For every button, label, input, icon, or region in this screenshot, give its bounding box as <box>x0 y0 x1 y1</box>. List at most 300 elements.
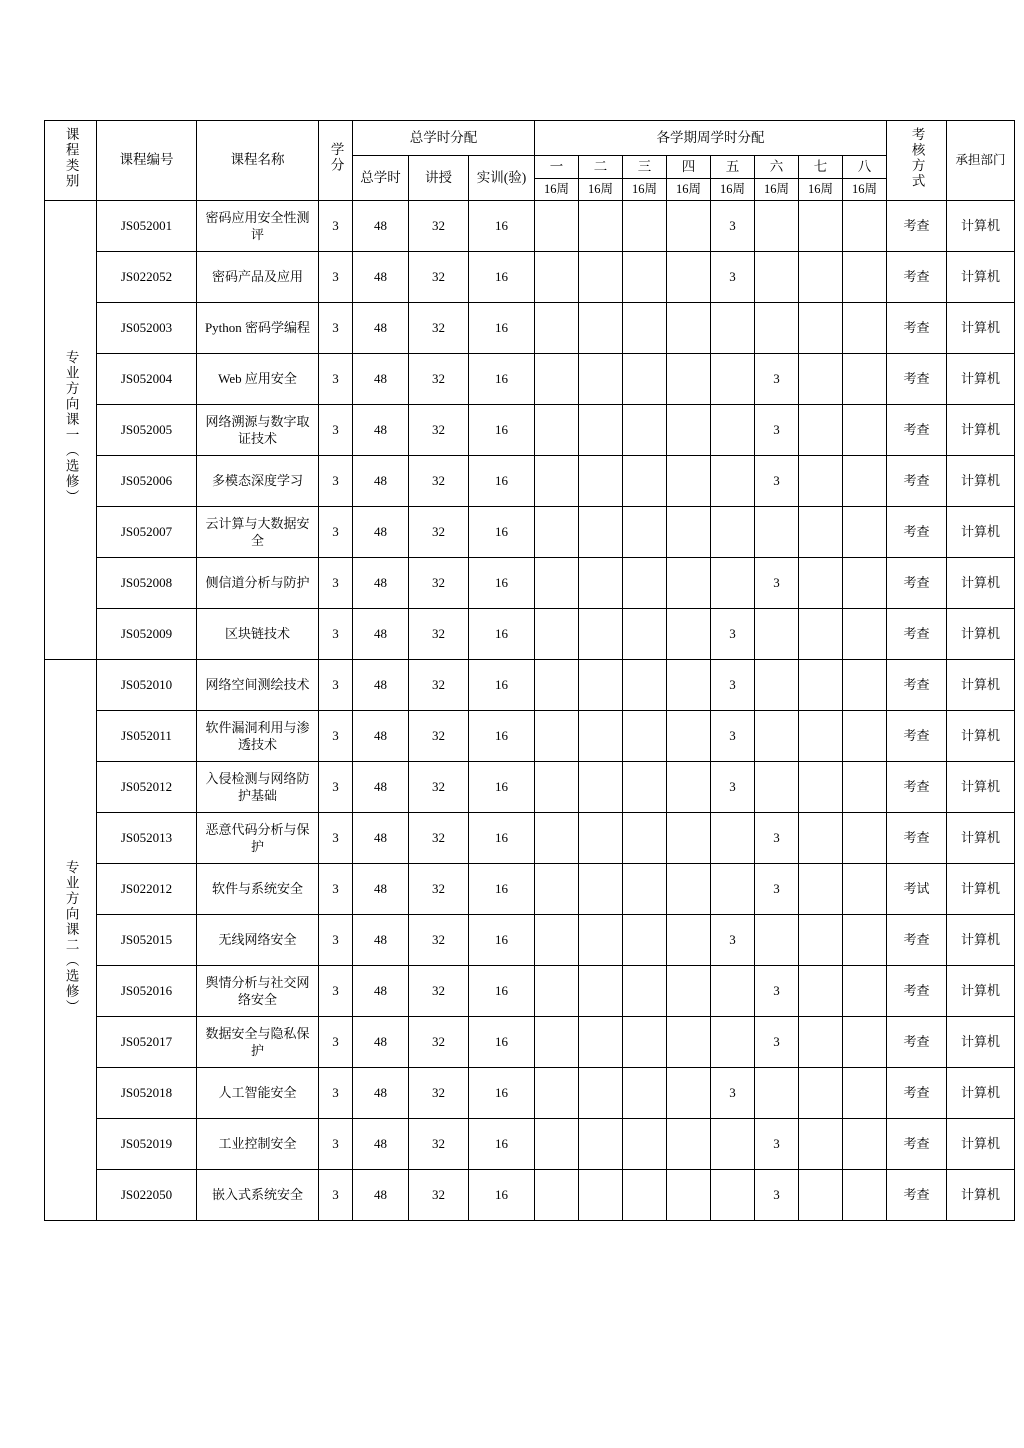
course-term-6-hours: 3 <box>755 813 799 864</box>
course-term-1-hours <box>535 354 579 405</box>
course-lecture-hours: 32 <box>409 558 469 609</box>
course-term-1-hours <box>535 813 579 864</box>
course-total-hours: 48 <box>353 303 409 354</box>
header-weeks-8: 16周 <box>843 179 887 201</box>
course-term-7-hours <box>799 762 843 813</box>
table-row <box>45 966 1015 1017</box>
course-term-7-hours <box>799 456 843 507</box>
course-code: JS052001 <box>97 201 197 252</box>
course-term-1-hours <box>535 456 579 507</box>
course-term-5-hours: 3 <box>711 609 755 660</box>
course-practice-hours: 16 <box>469 201 535 252</box>
course-term-4-hours <box>667 762 711 813</box>
course-total-hours: 48 <box>353 201 409 252</box>
course-term-2-hours <box>579 456 623 507</box>
course-practice-hours: 16 <box>469 966 535 1017</box>
course-total-hours: 48 <box>353 1017 409 1068</box>
course-term-4-hours <box>667 252 711 303</box>
course-term-5-hours: 3 <box>711 1068 755 1119</box>
course-term-1-hours <box>535 303 579 354</box>
course-department: 计算机 <box>947 1170 1015 1221</box>
course-practice-hours: 16 <box>469 660 535 711</box>
course-credit: 3 <box>319 1170 353 1221</box>
course-name: 舆情分析与社交网络安全 <box>197 966 319 1017</box>
course-practice-hours: 16 <box>469 813 535 864</box>
course-department: 计算机 <box>947 915 1015 966</box>
course-exam-type: 考查 <box>887 507 947 558</box>
course-term-3-hours <box>623 711 667 762</box>
course-term-7-hours <box>799 354 843 405</box>
course-term-3-hours <box>623 966 667 1017</box>
header-term-8: 八 <box>843 156 887 179</box>
course-name: 密码产品及应用 <box>197 252 319 303</box>
course-term-7-hours <box>799 711 843 762</box>
table-row <box>45 915 1015 966</box>
header-term-6: 六 <box>755 156 799 179</box>
course-total-hours: 48 <box>353 456 409 507</box>
course-lecture-hours: 32 <box>409 762 469 813</box>
course-practice-hours: 16 <box>469 507 535 558</box>
course-exam-type: 考查 <box>887 405 947 456</box>
header-weeks-3: 16周 <box>623 179 667 201</box>
table-row <box>45 1170 1015 1221</box>
header-weeks-7: 16周 <box>799 179 843 201</box>
course-term-2-hours <box>579 303 623 354</box>
course-term-1-hours <box>535 966 579 1017</box>
course-exam-type: 考查 <box>887 1170 947 1221</box>
course-term-4-hours <box>667 1017 711 1068</box>
course-exam-type: 考试 <box>887 864 947 915</box>
course-total-hours: 48 <box>353 507 409 558</box>
course-term-1-hours <box>535 1170 579 1221</box>
course-term-5-hours: 3 <box>711 201 755 252</box>
course-term-3-hours <box>623 1170 667 1221</box>
course-credit: 3 <box>319 507 353 558</box>
course-term-4-hours <box>667 201 711 252</box>
course-code: JS022012 <box>97 864 197 915</box>
course-credit: 3 <box>319 813 353 864</box>
course-lecture-hours: 32 <box>409 1119 469 1170</box>
course-practice-hours: 16 <box>469 558 535 609</box>
course-department: 计算机 <box>947 1068 1015 1119</box>
course-term-2-hours <box>579 354 623 405</box>
course-exam-type: 考查 <box>887 252 947 303</box>
course-term-6-hours: 3 <box>755 1170 799 1221</box>
course-exam-type: 考查 <box>887 558 947 609</box>
course-department: 计算机 <box>947 762 1015 813</box>
course-code: JS052003 <box>97 303 197 354</box>
course-term-3-hours <box>623 660 667 711</box>
course-term-6-hours <box>755 609 799 660</box>
course-credit: 3 <box>319 762 353 813</box>
course-practice-hours: 16 <box>469 1170 535 1221</box>
course-term-8-hours <box>843 915 887 966</box>
table-row <box>45 252 1015 303</box>
course-term-4-hours <box>667 1119 711 1170</box>
course-code: JS022052 <box>97 252 197 303</box>
table-row <box>45 813 1015 864</box>
course-term-7-hours <box>799 660 843 711</box>
course-term-2-hours <box>579 507 623 558</box>
course-term-7-hours <box>799 201 843 252</box>
course-term-8-hours <box>843 1068 887 1119</box>
course-name: 区块链技术 <box>197 609 319 660</box>
course-category-cell <box>45 660 97 1221</box>
course-term-7-hours <box>799 966 843 1017</box>
course-credit: 3 <box>319 354 353 405</box>
course-total-hours: 48 <box>353 660 409 711</box>
course-term-3-hours <box>623 609 667 660</box>
course-term-4-hours <box>667 558 711 609</box>
course-practice-hours: 16 <box>469 456 535 507</box>
header-exam: 考核方式 <box>887 121 947 201</box>
header-term-1: 一 <box>535 156 579 179</box>
course-term-2-hours <box>579 711 623 762</box>
course-credit: 3 <box>319 660 353 711</box>
course-term-7-hours <box>799 1119 843 1170</box>
course-name: 数据安全与隐私保护 <box>197 1017 319 1068</box>
course-name: 恶意代码分析与保护 <box>197 813 319 864</box>
course-term-6-hours <box>755 660 799 711</box>
course-term-2-hours <box>579 915 623 966</box>
course-term-6-hours <box>755 915 799 966</box>
table-row <box>45 762 1015 813</box>
table-row <box>45 609 1015 660</box>
course-practice-hours: 16 <box>469 1017 535 1068</box>
course-code: JS052015 <box>97 915 197 966</box>
course-name: 网络空间测绘技术 <box>197 660 319 711</box>
course-practice-hours: 16 <box>469 354 535 405</box>
course-term-6-hours: 3 <box>755 966 799 1017</box>
header-term-allocation: 各学期周学时分配 <box>535 121 887 156</box>
header-term-2: 二 <box>579 156 623 179</box>
course-lecture-hours: 32 <box>409 252 469 303</box>
course-term-5-hours <box>711 1119 755 1170</box>
course-term-8-hours <box>843 1119 887 1170</box>
course-exam-type: 考查 <box>887 660 947 711</box>
course-lecture-hours: 32 <box>409 507 469 558</box>
course-exam-type: 考查 <box>887 966 947 1017</box>
course-term-1-hours <box>535 609 579 660</box>
course-exam-type: 考查 <box>887 813 947 864</box>
table-row <box>45 558 1015 609</box>
table-header <box>45 121 1015 201</box>
course-term-4-hours <box>667 966 711 1017</box>
course-term-7-hours <box>799 558 843 609</box>
course-code: JS052012 <box>97 762 197 813</box>
curriculum-table <box>44 120 1015 1221</box>
header-weeks-4: 16周 <box>667 179 711 201</box>
course-term-7-hours <box>799 1017 843 1068</box>
course-term-1-hours <box>535 762 579 813</box>
course-lecture-hours: 32 <box>409 456 469 507</box>
table-row <box>45 456 1015 507</box>
course-term-5-hours <box>711 405 755 456</box>
course-department: 计算机 <box>947 507 1015 558</box>
course-term-5-hours <box>711 813 755 864</box>
course-credit: 3 <box>319 201 353 252</box>
course-term-7-hours <box>799 609 843 660</box>
course-term-8-hours <box>843 609 887 660</box>
course-term-5-hours: 3 <box>711 915 755 966</box>
course-department: 计算机 <box>947 1119 1015 1170</box>
course-practice-hours: 16 <box>469 864 535 915</box>
header-total-allocation: 总学时分配 <box>353 121 535 156</box>
course-term-3-hours <box>623 303 667 354</box>
course-department: 计算机 <box>947 660 1015 711</box>
course-exam-type: 考查 <box>887 201 947 252</box>
course-term-3-hours <box>623 558 667 609</box>
header-term-7: 七 <box>799 156 843 179</box>
course-term-3-hours <box>623 1017 667 1068</box>
course-code: JS052008 <box>97 558 197 609</box>
course-exam-type: 考查 <box>887 609 947 660</box>
course-credit: 3 <box>319 252 353 303</box>
course-term-8-hours <box>843 864 887 915</box>
course-practice-hours: 16 <box>469 711 535 762</box>
course-lecture-hours: 32 <box>409 405 469 456</box>
header-code: 课程编号 <box>97 121 197 201</box>
course-department: 计算机 <box>947 405 1015 456</box>
course-term-1-hours <box>535 1017 579 1068</box>
course-term-8-hours <box>843 303 887 354</box>
course-term-8-hours <box>843 711 887 762</box>
course-term-7-hours <box>799 252 843 303</box>
course-total-hours: 48 <box>353 252 409 303</box>
table-body <box>45 201 1015 1221</box>
header-weeks-2: 16周 <box>579 179 623 201</box>
course-code: JS052011 <box>97 711 197 762</box>
course-term-6-hours <box>755 711 799 762</box>
course-term-8-hours <box>843 201 887 252</box>
course-term-2-hours <box>579 405 623 456</box>
course-department: 计算机 <box>947 813 1015 864</box>
course-term-3-hours <box>623 813 667 864</box>
course-term-1-hours <box>535 711 579 762</box>
course-term-3-hours <box>623 1068 667 1119</box>
course-total-hours: 48 <box>353 711 409 762</box>
course-term-8-hours <box>843 456 887 507</box>
course-term-6-hours <box>755 252 799 303</box>
table-row <box>45 660 1015 711</box>
course-department: 计算机 <box>947 354 1015 405</box>
course-code: JS052017 <box>97 1017 197 1068</box>
course-term-4-hours <box>667 303 711 354</box>
course-total-hours: 48 <box>353 813 409 864</box>
course-department: 计算机 <box>947 1017 1015 1068</box>
course-name: 工业控制安全 <box>197 1119 319 1170</box>
course-term-7-hours <box>799 813 843 864</box>
course-category-label: 专业方向课一（选修） <box>63 350 79 506</box>
course-term-2-hours <box>579 864 623 915</box>
course-term-5-hours <box>711 1017 755 1068</box>
course-lecture-hours: 32 <box>409 201 469 252</box>
course-department: 计算机 <box>947 252 1015 303</box>
course-credit: 3 <box>319 456 353 507</box>
course-term-5-hours: 3 <box>711 762 755 813</box>
course-term-2-hours <box>579 558 623 609</box>
header-total-hours: 总学时 <box>353 156 409 201</box>
course-code: JS052016 <box>97 966 197 1017</box>
course-total-hours: 48 <box>353 1119 409 1170</box>
course-term-8-hours <box>843 966 887 1017</box>
course-term-1-hours <box>535 252 579 303</box>
course-lecture-hours: 32 <box>409 711 469 762</box>
course-name: 嵌入式系统安全 <box>197 1170 319 1221</box>
course-practice-hours: 16 <box>469 303 535 354</box>
course-credit: 3 <box>319 711 353 762</box>
course-term-5-hours <box>711 303 755 354</box>
table-row <box>45 201 1015 252</box>
course-term-1-hours <box>535 915 579 966</box>
course-total-hours: 48 <box>353 354 409 405</box>
table-row <box>45 711 1015 762</box>
course-credit: 3 <box>319 1068 353 1119</box>
course-name: Web 应用安全 <box>197 354 319 405</box>
course-code: JS052004 <box>97 354 197 405</box>
course-term-3-hours <box>623 201 667 252</box>
header-dept: 承担部门 <box>947 121 1015 201</box>
course-term-3-hours <box>623 507 667 558</box>
course-term-3-hours <box>623 456 667 507</box>
course-code: JS052009 <box>97 609 197 660</box>
course-term-4-hours <box>667 660 711 711</box>
course-practice-hours: 16 <box>469 1119 535 1170</box>
course-lecture-hours: 32 <box>409 1068 469 1119</box>
course-category-cell <box>45 201 97 660</box>
course-department: 计算机 <box>947 966 1015 1017</box>
course-term-1-hours <box>535 201 579 252</box>
course-credit: 3 <box>319 1017 353 1068</box>
course-term-5-hours: 3 <box>711 660 755 711</box>
course-exam-type: 考查 <box>887 456 947 507</box>
course-term-4-hours <box>667 711 711 762</box>
course-term-7-hours <box>799 864 843 915</box>
course-credit: 3 <box>319 558 353 609</box>
course-department: 计算机 <box>947 609 1015 660</box>
header-term-3: 三 <box>623 156 667 179</box>
course-code: JS052013 <box>97 813 197 864</box>
header-term-5: 五 <box>711 156 755 179</box>
course-term-7-hours <box>799 507 843 558</box>
course-credit: 3 <box>319 609 353 660</box>
course-code: JS052005 <box>97 405 197 456</box>
course-total-hours: 48 <box>353 609 409 660</box>
course-term-2-hours <box>579 201 623 252</box>
table-row <box>45 303 1015 354</box>
course-term-8-hours <box>843 762 887 813</box>
course-practice-hours: 16 <box>469 1068 535 1119</box>
course-exam-type: 考查 <box>887 1119 947 1170</box>
header-weeks-5: 16周 <box>711 179 755 201</box>
course-total-hours: 48 <box>353 1068 409 1119</box>
course-term-4-hours <box>667 915 711 966</box>
course-term-7-hours <box>799 915 843 966</box>
course-name: 软件漏洞利用与渗透技术 <box>197 711 319 762</box>
table-row <box>45 405 1015 456</box>
course-term-2-hours <box>579 1170 623 1221</box>
course-term-5-hours <box>711 558 755 609</box>
course-term-6-hours: 3 <box>755 405 799 456</box>
course-term-8-hours <box>843 813 887 864</box>
course-credit: 3 <box>319 405 353 456</box>
course-lecture-hours: 32 <box>409 660 469 711</box>
course-total-hours: 48 <box>353 558 409 609</box>
header-practice-hours: 实训(验) <box>469 156 535 201</box>
table-row <box>45 1119 1015 1170</box>
course-name: 云计算与大数据安全 <box>197 507 319 558</box>
course-term-6-hours: 3 <box>755 558 799 609</box>
course-term-3-hours <box>623 252 667 303</box>
course-term-5-hours <box>711 966 755 1017</box>
course-term-1-hours <box>535 1068 579 1119</box>
course-lecture-hours: 32 <box>409 813 469 864</box>
course-term-2-hours <box>579 1017 623 1068</box>
course-credit: 3 <box>319 303 353 354</box>
course-term-5-hours <box>711 354 755 405</box>
course-term-1-hours <box>535 405 579 456</box>
course-category-label: 专业方向课二（选修） <box>63 860 79 1016</box>
course-term-4-hours <box>667 405 711 456</box>
course-name: 网络溯源与数字取证技术 <box>197 405 319 456</box>
course-name: 侧信道分析与防护 <box>197 558 319 609</box>
course-term-7-hours <box>799 1068 843 1119</box>
course-term-5-hours <box>711 507 755 558</box>
course-department: 计算机 <box>947 303 1015 354</box>
course-department: 计算机 <box>947 456 1015 507</box>
course-term-2-hours <box>579 252 623 303</box>
course-exam-type: 考查 <box>887 915 947 966</box>
course-department: 计算机 <box>947 711 1015 762</box>
course-term-3-hours <box>623 915 667 966</box>
table-row <box>45 354 1015 405</box>
course-term-6-hours: 3 <box>755 456 799 507</box>
course-term-6-hours <box>755 303 799 354</box>
course-term-2-hours <box>579 762 623 813</box>
course-term-2-hours <box>579 660 623 711</box>
course-term-2-hours <box>579 1119 623 1170</box>
course-exam-type: 考查 <box>887 1068 947 1119</box>
course-credit: 3 <box>319 1119 353 1170</box>
course-term-2-hours <box>579 966 623 1017</box>
course-term-6-hours <box>755 507 799 558</box>
header-credit: 学分 <box>319 121 353 201</box>
course-term-6-hours: 3 <box>755 1017 799 1068</box>
course-term-4-hours <box>667 456 711 507</box>
course-exam-type: 考查 <box>887 303 947 354</box>
course-term-5-hours: 3 <box>711 252 755 303</box>
course-term-4-hours <box>667 507 711 558</box>
course-total-hours: 48 <box>353 762 409 813</box>
course-department: 计算机 <box>947 558 1015 609</box>
course-term-6-hours <box>755 1068 799 1119</box>
course-credit: 3 <box>319 966 353 1017</box>
course-department: 计算机 <box>947 864 1015 915</box>
course-exam-type: 考查 <box>887 1017 947 1068</box>
course-lecture-hours: 32 <box>409 915 469 966</box>
table-row <box>45 1068 1015 1119</box>
course-exam-type: 考查 <box>887 762 947 813</box>
course-credit: 3 <box>319 915 353 966</box>
course-term-8-hours <box>843 660 887 711</box>
course-lecture-hours: 32 <box>409 864 469 915</box>
course-exam-type: 考查 <box>887 354 947 405</box>
course-term-8-hours <box>843 558 887 609</box>
course-practice-hours: 16 <box>469 252 535 303</box>
course-term-8-hours <box>843 252 887 303</box>
course-term-7-hours <box>799 405 843 456</box>
course-practice-hours: 16 <box>469 405 535 456</box>
